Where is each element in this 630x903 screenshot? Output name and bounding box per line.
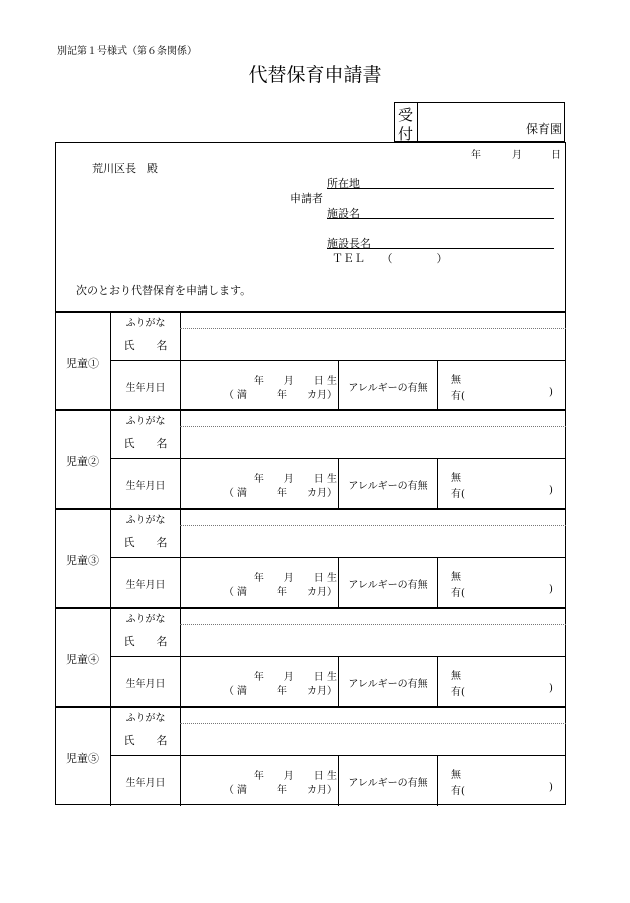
tel-field[interactable]: ＴＥＬ （ ） [332, 252, 448, 265]
allergy-label: アレルギーの有無 [348, 778, 428, 789]
form-reference: 別記第１号様式（第６条関係） [57, 46, 197, 57]
allergy-yes-option[interactable]: 有( [451, 786, 465, 797]
reception-box [394, 102, 565, 142]
name-field[interactable] [181, 724, 566, 755]
furigana-label: ふりがな [125, 614, 166, 625]
birth-date-field[interactable]: 年 月 日 生 [253, 672, 337, 683]
birth-date-field[interactable]: 年 月 日 生 [253, 474, 337, 485]
allergy-label: アレルギーの有無 [348, 679, 428, 690]
name-field[interactable] [181, 526, 566, 557]
age-field[interactable]: （ 満 年 カ月） [223, 390, 337, 401]
facility-name-field[interactable] [327, 218, 554, 219]
allergy-yes-option[interactable]: 有( [451, 391, 465, 402]
reception-label-bottom: 付 [398, 125, 414, 143]
date-month: 月 [512, 150, 522, 161]
furigana-field[interactable] [181, 313, 566, 328]
birth-date-label: 生年月日 [125, 679, 166, 690]
child-block-1 [55, 312, 566, 411]
nursery-label: 保育園 [525, 122, 562, 136]
applicant-label: 申請者 [290, 192, 323, 205]
allergy-close-paren: ) [549, 485, 553, 496]
child-label: 児童③ [66, 554, 99, 567]
address-field[interactable] [327, 188, 554, 189]
child-label: 児童⑤ [66, 752, 99, 765]
allergy-label: アレルギーの有無 [348, 481, 428, 492]
age-field[interactable]: （ 満 年 カ月） [223, 587, 337, 598]
birth-date-field[interactable]: 年 月 日 生 [253, 573, 337, 584]
allergy-yes-option[interactable]: 有( [451, 489, 465, 500]
furigana-label: ふりがな [125, 713, 166, 724]
addressee: 荒川区長 殿 [92, 162, 158, 175]
allergy-none-option[interactable]: 無 [451, 473, 461, 484]
birth-date-label: 生年月日 [125, 383, 166, 394]
furigana-field[interactable] [181, 411, 566, 426]
birth-date-label: 生年月日 [125, 778, 166, 789]
child-block-5 [55, 707, 566, 806]
facility-name-label: 施設名 [327, 207, 360, 220]
name-label: 氏 名 [123, 437, 168, 450]
allergy-none-option[interactable]: 無 [451, 671, 461, 682]
birth-date-field[interactable]: 年 月 日 生 [253, 771, 337, 782]
allergy-none-option[interactable]: 無 [451, 375, 461, 386]
age-field[interactable]: （ 満 年 カ月） [223, 488, 337, 499]
furigana-field[interactable] [181, 510, 566, 525]
furigana-field[interactable] [181, 708, 566, 723]
allergy-label: アレルギーの有無 [348, 383, 428, 394]
birth-date-label: 生年月日 [125, 481, 166, 492]
child-label: 児童② [66, 455, 99, 468]
allergy-close-paren: ) [549, 584, 553, 595]
child-block-3 [55, 509, 566, 608]
name-field[interactable] [181, 625, 566, 656]
allergy-close-paren: ) [549, 782, 553, 793]
child-block-2 [55, 410, 566, 509]
page-title: 代替保育申請書 [248, 64, 382, 86]
allergy-label: アレルギーの有無 [348, 580, 428, 591]
name-label: 氏 名 [123, 536, 168, 549]
furigana-label: ふりがな [125, 515, 166, 526]
date-day: 日 [551, 150, 561, 161]
birth-date-field[interactable]: 年 月 日 生 [253, 376, 337, 387]
name-label: 氏 名 [123, 635, 168, 648]
allergy-none-option[interactable]: 無 [451, 770, 461, 781]
allergy-yes-option[interactable]: 有( [451, 687, 465, 698]
name-label: 氏 名 [123, 734, 168, 747]
name-field[interactable] [181, 427, 566, 458]
furigana-label: ふりがな [125, 416, 166, 427]
furigana-label: ふりがな [125, 318, 166, 329]
allergy-close-paren: ) [549, 387, 553, 398]
facility-head-label: 施設長名 [327, 237, 371, 250]
child-block-4 [55, 608, 566, 707]
allergy-yes-option[interactable]: 有( [451, 588, 465, 599]
age-field[interactable]: （ 満 年 カ月） [223, 686, 337, 697]
birth-date-label: 生年月日 [125, 580, 166, 591]
date-year: 年 [471, 150, 481, 161]
age-field[interactable]: （ 満 年 カ月） [223, 785, 337, 796]
allergy-none-option[interactable]: 無 [451, 572, 461, 583]
facility-head-field[interactable] [327, 248, 554, 249]
reception-label-top: 受 [398, 106, 414, 124]
furigana-field[interactable] [181, 609, 566, 624]
name-field[interactable] [181, 329, 566, 360]
name-label: 氏 名 [123, 339, 168, 352]
allergy-close-paren: ) [549, 683, 553, 694]
child-label: 児童① [66, 357, 99, 370]
statement: 次のとおり代替保育を申請します。 [76, 284, 252, 297]
address-label: 所在地 [327, 177, 360, 190]
child-label: 児童④ [66, 653, 99, 666]
